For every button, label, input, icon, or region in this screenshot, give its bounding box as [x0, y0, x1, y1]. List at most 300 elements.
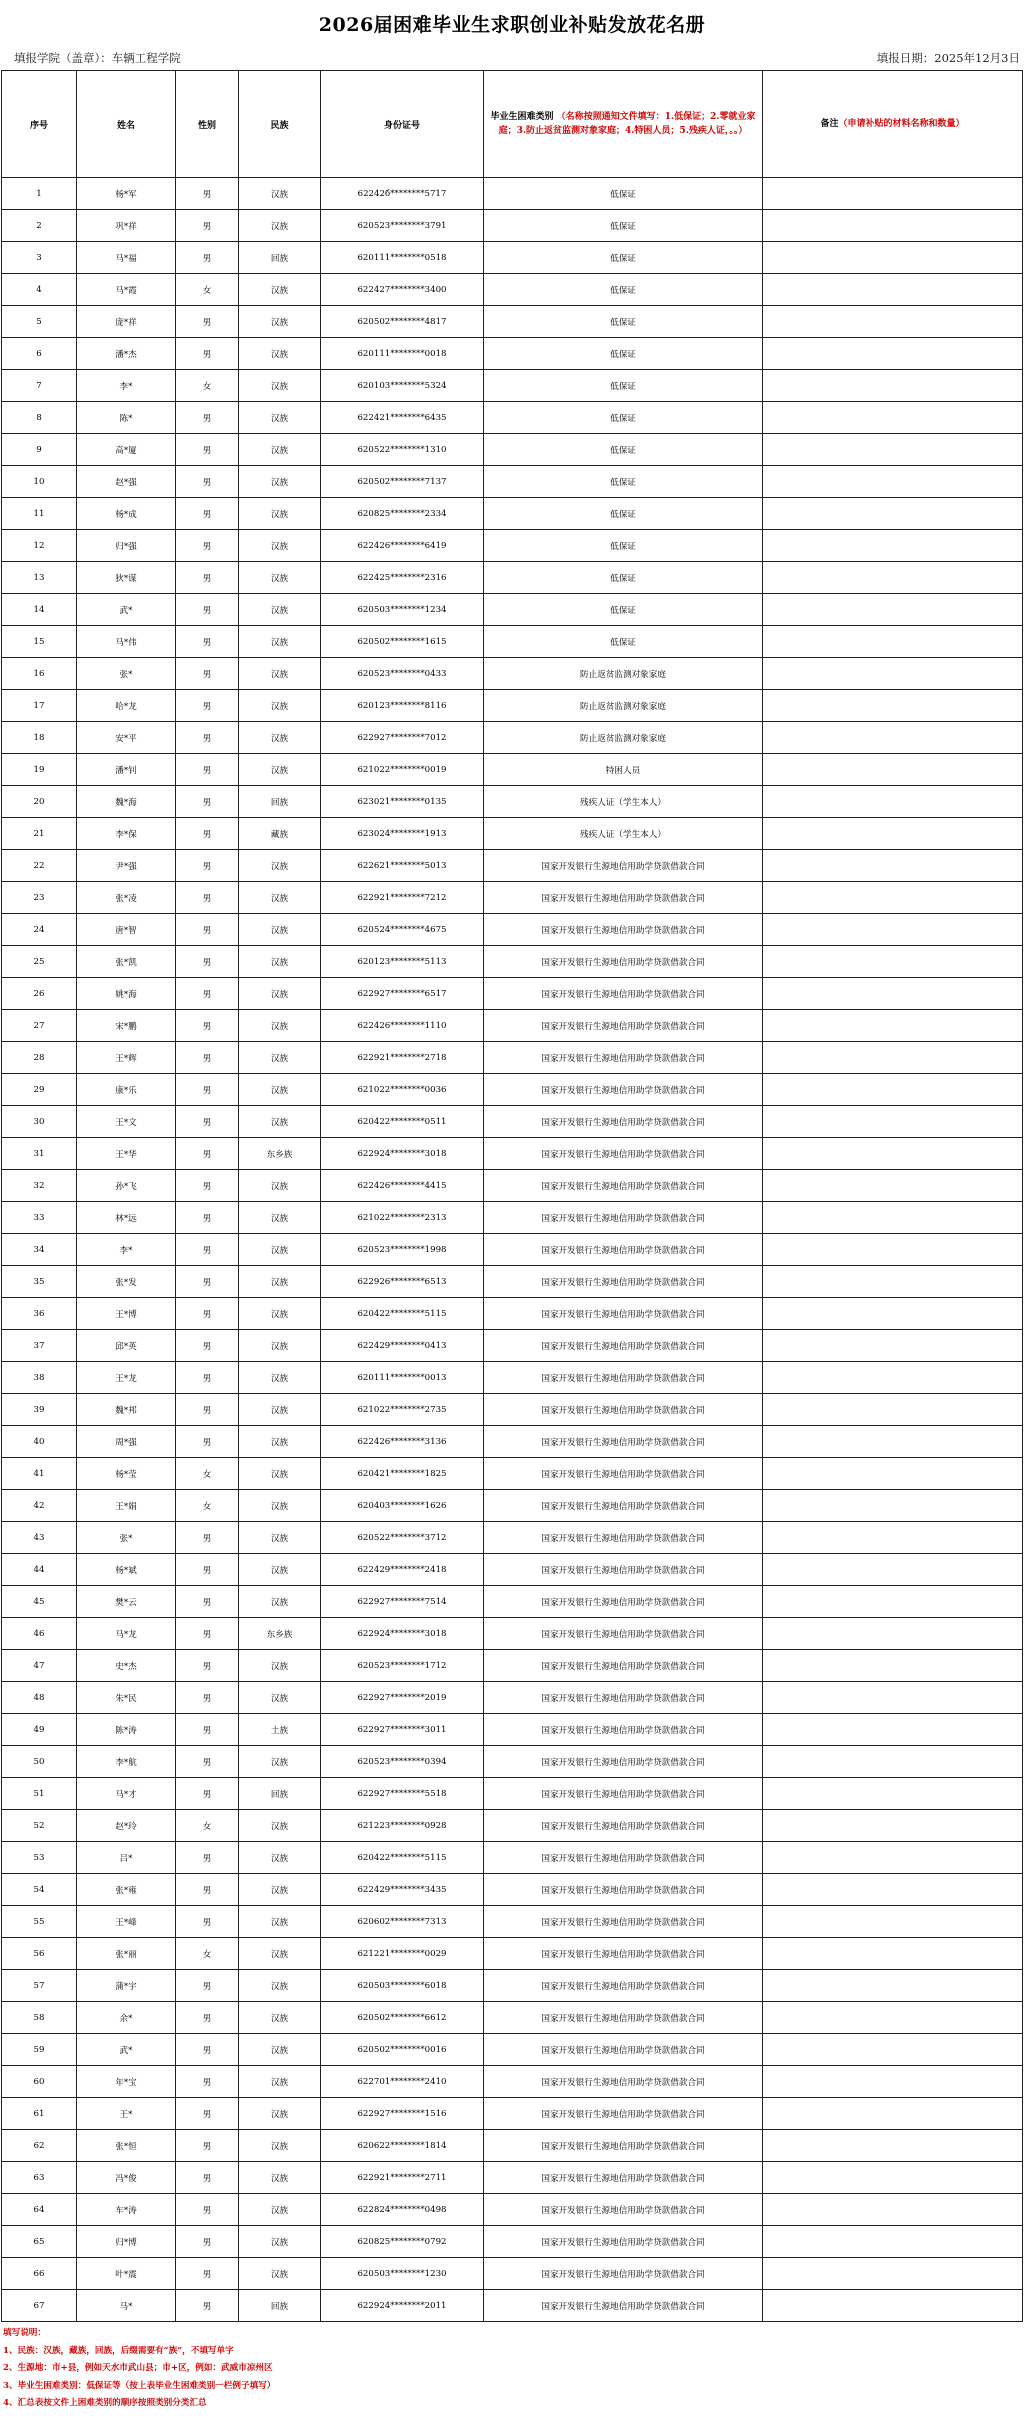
cell-id-number: 620103********5324 — [321, 370, 484, 402]
cell-seq: 50 — [2, 1746, 77, 1778]
cell-ethnicity: 汉族 — [239, 626, 321, 658]
cell-name: 年*宝 — [77, 2066, 176, 2098]
cell-ethnicity: 汉族 — [239, 1170, 321, 1202]
cell-id-number: 620123********5113 — [321, 946, 484, 978]
cell-name: 马*福 — [77, 242, 176, 274]
cell-gender: 男 — [176, 1618, 239, 1650]
cell-seq: 43 — [2, 1522, 77, 1554]
cell-seq: 60 — [2, 2066, 77, 2098]
cell-ethnicity: 汉族 — [239, 1810, 321, 1842]
cell-seq: 64 — [2, 2194, 77, 2226]
cell-id-number: 622927********1516 — [321, 2098, 484, 2130]
cell-difficulty-category: 低保证 — [484, 594, 763, 626]
cell-name: 杨*成 — [77, 498, 176, 530]
cell-id-number: 622927********7012 — [321, 722, 484, 754]
cell-seq: 10 — [2, 466, 77, 498]
cell-difficulty-category: 低保证 — [484, 210, 763, 242]
cell-remark — [763, 466, 1023, 498]
cell-difficulty-category: 特困人员 — [484, 754, 763, 786]
cell-name: 马*龙 — [77, 1618, 176, 1650]
col-name: 姓名 — [77, 71, 176, 178]
cell-id-number: 620825********2334 — [321, 498, 484, 530]
cell-seq: 61 — [2, 2098, 77, 2130]
table-row — [2, 1618, 1023, 1650]
cell-id-number: 620422********0511 — [321, 1106, 484, 1138]
cell-name: 马*才 — [77, 1778, 176, 1810]
cell-remark — [763, 1650, 1023, 1682]
cell-gender: 男 — [176, 242, 239, 274]
cell-id-number: 622426********1110 — [321, 1010, 484, 1042]
cell-difficulty-category: 国家开发银行生源地信用助学贷款借款合同 — [484, 1426, 763, 1458]
cell-id-number: 622824********0498 — [321, 2194, 484, 2226]
table-row — [2, 1298, 1023, 1330]
cell-difficulty-category: 国家开发银行生源地信用助学贷款借款合同 — [484, 2162, 763, 2194]
cell-remark — [763, 498, 1023, 530]
cell-gender: 男 — [176, 690, 239, 722]
cell-name: 王*华 — [77, 1138, 176, 1170]
cell-difficulty-category: 国家开发银行生源地信用助学贷款借款合同 — [484, 1138, 763, 1170]
cell-remark — [763, 1490, 1023, 1522]
table-row — [2, 946, 1023, 978]
cell-ethnicity: 回族 — [239, 1778, 321, 1810]
cell-ethnicity: 回族 — [239, 242, 321, 274]
cell-ethnicity: 汉族 — [239, 210, 321, 242]
cell-seq: 18 — [2, 722, 77, 754]
cell-seq: 16 — [2, 658, 77, 690]
cell-remark — [763, 2258, 1023, 2290]
cell-ethnicity: 汉族 — [239, 946, 321, 978]
cell-name: 宋*鹏 — [77, 1010, 176, 1042]
cell-ethnicity: 汉族 — [239, 402, 321, 434]
cell-id-number: 621022********2735 — [321, 1394, 484, 1426]
cell-remark — [763, 1426, 1023, 1458]
cell-gender: 男 — [176, 562, 239, 594]
cell-name: 魏*海 — [77, 786, 176, 818]
table-row — [2, 1074, 1023, 1106]
cell-ethnicity: 汉族 — [239, 338, 321, 370]
cell-id-number: 620523********0394 — [321, 1746, 484, 1778]
cell-name: 张* — [77, 1522, 176, 1554]
cell-difficulty-category: 国家开发银行生源地信用助学贷款借款合同 — [484, 978, 763, 1010]
cell-name: 张*凯 — [77, 946, 176, 978]
cell-seq: 48 — [2, 1682, 77, 1714]
cell-gender: 男 — [176, 2194, 239, 2226]
cell-name: 马* — [77, 2290, 176, 2322]
cell-seq: 57 — [2, 1970, 77, 2002]
cell-difficulty-category: 国家开发银行生源地信用助学贷款借款合同 — [484, 1970, 763, 2002]
cell-gender: 男 — [176, 1650, 239, 1682]
table-row — [2, 2066, 1023, 2098]
cell-id-number: 621022********0019 — [321, 754, 484, 786]
table-row — [2, 1970, 1023, 2002]
cell-id-number: 622926********6513 — [321, 1266, 484, 1298]
cell-name: 杨*莹 — [77, 1458, 176, 1490]
cell-remark — [763, 2194, 1023, 2226]
cell-gender: 男 — [176, 2034, 239, 2066]
cell-name: 王*辉 — [77, 1042, 176, 1074]
note-item: 1、民族：汉族，藏族，回族，后缀需要有“族”，不填写单字 — [3, 2345, 234, 2356]
cell-ethnicity: 汉族 — [239, 1586, 321, 1618]
cell-gender: 男 — [176, 1778, 239, 1810]
cell-gender: 男 — [176, 818, 239, 850]
cell-difficulty-category: 国家开发银行生源地信用助学贷款借款合同 — [484, 2066, 763, 2098]
table-row — [2, 1330, 1023, 1362]
cell-ethnicity: 汉族 — [239, 1522, 321, 1554]
cell-id-number: 622426********6419 — [321, 530, 484, 562]
table-row — [2, 658, 1023, 690]
cell-ethnicity: 汉族 — [239, 1106, 321, 1138]
cell-ethnicity: 汉族 — [239, 2130, 321, 2162]
cell-id-number: 620111********0518 — [321, 242, 484, 274]
cell-difficulty-category: 国家开发银行生源地信用助学贷款借款合同 — [484, 1490, 763, 1522]
cell-remark — [763, 2034, 1023, 2066]
cell-difficulty-category: 国家开发银行生源地信用助学贷款借款合同 — [484, 2258, 763, 2290]
table-row — [2, 914, 1023, 946]
cell-difficulty-category: 国家开发银行生源地信用助学贷款借款合同 — [484, 1554, 763, 1586]
cell-remark — [763, 818, 1023, 850]
cell-seq: 14 — [2, 594, 77, 626]
cell-difficulty-category: 国家开发银行生源地信用助学贷款借款合同 — [484, 2034, 763, 2066]
cell-seq: 2 — [2, 210, 77, 242]
cell-remark — [763, 722, 1023, 754]
cell-seq: 52 — [2, 1810, 77, 1842]
table-row — [2, 2290, 1023, 2322]
cell-name: 王*博 — [77, 1298, 176, 1330]
cell-seq: 47 — [2, 1650, 77, 1682]
cell-gender: 男 — [176, 1842, 239, 1874]
cell-ethnicity: 藏族 — [239, 818, 321, 850]
cell-remark — [763, 1842, 1023, 1874]
cell-ethnicity: 汉族 — [239, 1970, 321, 2002]
cell-name: 陈*涛 — [77, 1714, 176, 1746]
cell-gender: 男 — [176, 1234, 239, 1266]
cell-id-number: 620825********0792 — [321, 2226, 484, 2258]
col-seq: 序号 — [2, 71, 77, 178]
cell-id-number: 622429********2418 — [321, 1554, 484, 1586]
cell-seq: 62 — [2, 2130, 77, 2162]
cell-gender: 男 — [176, 914, 239, 946]
cell-remark — [763, 1554, 1023, 1586]
cell-difficulty-category: 国家开发银行生源地信用助学贷款借款合同 — [484, 1202, 763, 1234]
cell-remark — [763, 1682, 1023, 1714]
cell-name: 安*平 — [77, 722, 176, 754]
cell-remark — [763, 626, 1023, 658]
cell-gender: 男 — [176, 2066, 239, 2098]
cell-remark — [763, 1234, 1023, 1266]
cell-gender: 男 — [176, 178, 239, 210]
cell-difficulty-category: 国家开发银行生源地信用助学贷款借款合同 — [484, 2130, 763, 2162]
col-ethnicity: 民族 — [239, 71, 321, 178]
cell-id-number: 622425********2316 — [321, 562, 484, 594]
filling-instructions — [3, 2325, 275, 2413]
cell-name: 张*恒 — [77, 2130, 176, 2162]
cell-ethnicity: 汉族 — [239, 1842, 321, 1874]
cell-remark — [763, 562, 1023, 594]
cell-name: 王*娟 — [77, 1490, 176, 1522]
cell-seq: 54 — [2, 1874, 77, 1906]
table-row — [2, 1586, 1023, 1618]
cell-seq: 21 — [2, 818, 77, 850]
cell-seq: 65 — [2, 2226, 77, 2258]
cell-id-number: 622429********3435 — [321, 1874, 484, 1906]
cell-remark — [763, 402, 1023, 434]
cell-ethnicity: 汉族 — [239, 1938, 321, 1970]
cell-id-number: 622927********2019 — [321, 1682, 484, 1714]
table-row — [2, 2162, 1023, 2194]
cell-difficulty-category: 防止返贫监测对象家庭 — [484, 658, 763, 690]
cell-difficulty-category: 国家开发银行生源地信用助学贷款借款合同 — [484, 1650, 763, 1682]
cell-difficulty-category: 国家开发银行生源地信用助学贷款借款合同 — [484, 1938, 763, 1970]
col-remark — [763, 71, 1023, 178]
col-remark-hint: （申请补贴的材料名称和数量） — [838, 119, 965, 129]
cell-id-number: 620403********1626 — [321, 1490, 484, 1522]
roster-table — [1, 70, 1023, 2322]
cell-remark — [763, 306, 1023, 338]
cell-gender: 男 — [176, 658, 239, 690]
cell-remark — [763, 1874, 1023, 1906]
cell-remark — [763, 1330, 1023, 1362]
cell-seq: 55 — [2, 1906, 77, 1938]
cell-ethnicity: 土族 — [239, 1714, 321, 1746]
cell-id-number: 622924********3018 — [321, 1618, 484, 1650]
table-row — [2, 274, 1023, 306]
cell-difficulty-category: 低保证 — [484, 178, 763, 210]
table-row — [2, 466, 1023, 498]
cell-difficulty-category: 国家开发银行生源地信用助学贷款借款合同 — [484, 1746, 763, 1778]
cell-difficulty-category: 低保证 — [484, 306, 763, 338]
cell-difficulty-category: 国家开发银行生源地信用助学贷款借款合同 — [484, 1170, 763, 1202]
cell-difficulty-category: 国家开发银行生源地信用助学贷款借款合同 — [484, 2194, 763, 2226]
cell-difficulty-category: 国家开发银行生源地信用助学贷款借款合同 — [484, 1906, 763, 1938]
col-gender: 性别 — [176, 71, 239, 178]
cell-name: 李* — [77, 1234, 176, 1266]
cell-id-number: 620502********7137 — [321, 466, 484, 498]
cell-gender: 男 — [176, 1906, 239, 1938]
cell-gender: 男 — [176, 2258, 239, 2290]
cell-gender: 女 — [176, 1810, 239, 1842]
cell-name: 张*丽 — [77, 1938, 176, 1970]
table-row — [2, 1458, 1023, 1490]
col-category-hint: （名称按照通知文件填写：1.低保证；2.零就业家庭；3.防止返贫监测对象家庭；4.特困人员；5.残疾人证，。。） — [498, 112, 756, 136]
notes-heading: 填写说明： — [3, 2328, 46, 2338]
cell-name: 赵*玲 — [77, 1810, 176, 1842]
cell-id-number: 620503********1234 — [321, 594, 484, 626]
cell-seq: 12 — [2, 530, 77, 562]
cell-seq: 20 — [2, 786, 77, 818]
cell-ethnicity: 回族 — [239, 2290, 321, 2322]
cell-ethnicity: 汉族 — [239, 1074, 321, 1106]
cell-id-number: 620622********1814 — [321, 2130, 484, 2162]
table-row — [2, 434, 1023, 466]
cell-id-number: 620502********1615 — [321, 626, 484, 658]
table-row — [2, 1522, 1023, 1554]
cell-remark — [763, 1042, 1023, 1074]
cell-remark — [763, 1106, 1023, 1138]
cell-id-number: 62242б********5717 — [321, 178, 484, 210]
cell-seq: 26 — [2, 978, 77, 1010]
cell-remark — [763, 370, 1023, 402]
cell-ethnicity: 汉族 — [239, 1362, 321, 1394]
cell-name: 武* — [77, 2034, 176, 2066]
cell-remark — [763, 2162, 1023, 2194]
cell-ethnicity: 汉族 — [239, 2226, 321, 2258]
cell-ethnicity: 汉族 — [239, 1650, 321, 1682]
cell-difficulty-category: 国家开发银行生源地信用助学贷款借款合同 — [484, 1266, 763, 1298]
cell-remark — [763, 754, 1023, 786]
cell-remark — [763, 1810, 1023, 1842]
cell-ethnicity: 汉族 — [239, 370, 321, 402]
cell-remark — [763, 530, 1023, 562]
cell-difficulty-category: 国家开发银行生源地信用助学贷款借款合同 — [484, 1106, 763, 1138]
cell-id-number: 622921********2718 — [321, 1042, 484, 1074]
table-row — [2, 978, 1023, 1010]
cell-name: 车*涛 — [77, 2194, 176, 2226]
cell-name: 归*强 — [77, 530, 176, 562]
cell-remark — [763, 2130, 1023, 2162]
cell-seq: 39 — [2, 1394, 77, 1426]
cell-gender: 男 — [176, 1426, 239, 1458]
cell-seq: 38 — [2, 1362, 77, 1394]
cell-name: 张* — [77, 658, 176, 690]
cell-name: 王* — [77, 2098, 176, 2130]
cell-name: 姚*海 — [77, 978, 176, 1010]
cell-remark — [763, 1906, 1023, 1938]
cell-difficulty-category: 国家开发银行生源地信用助学贷款借款合同 — [484, 1874, 763, 1906]
cell-gender: 男 — [176, 2130, 239, 2162]
table-row — [2, 818, 1023, 850]
cell-gender: 男 — [176, 1874, 239, 1906]
cell-name: 邱*英 — [77, 1330, 176, 1362]
cell-remark — [763, 914, 1023, 946]
cell-difficulty-category: 国家开发银行生源地信用助学贷款借款合同 — [484, 1810, 763, 1842]
cell-difficulty-category: 低保证 — [484, 498, 763, 530]
cell-seq: 25 — [2, 946, 77, 978]
cell-seq: 28 — [2, 1042, 77, 1074]
cell-remark — [763, 1586, 1023, 1618]
cell-ethnicity: 汉族 — [239, 2194, 321, 2226]
cell-seq: 36 — [2, 1298, 77, 1330]
cell-seq: 49 — [2, 1714, 77, 1746]
cell-seq: 66 — [2, 2258, 77, 2290]
report-date: 填报日期：2025年12月3日 — [876, 51, 1020, 65]
cell-name: 王*峰 — [77, 1906, 176, 1938]
table-row — [2, 1906, 1023, 1938]
cell-remark — [763, 2066, 1023, 2098]
cell-ethnicity: 东乡族 — [239, 1618, 321, 1650]
cell-remark — [763, 1074, 1023, 1106]
cell-name: 魏*邦 — [77, 1394, 176, 1426]
cell-id-number: 622927********5518 — [321, 1778, 484, 1810]
cell-id-number: 622927********6517 — [321, 978, 484, 1010]
cell-remark — [763, 210, 1023, 242]
cell-name: 叶*震 — [77, 2258, 176, 2290]
cell-gender: 男 — [176, 306, 239, 338]
cell-name: 史*杰 — [77, 1650, 176, 1682]
cell-seq: 3 — [2, 242, 77, 274]
cell-gender: 男 — [176, 722, 239, 754]
cell-seq: 22 — [2, 850, 77, 882]
table-row — [2, 1202, 1023, 1234]
cell-ethnicity: 汉族 — [239, 434, 321, 466]
cell-id-number: 620522********3712 — [321, 1522, 484, 1554]
cell-id-number: 620502********4817 — [321, 306, 484, 338]
table-row — [2, 1010, 1023, 1042]
cell-gender: 女 — [176, 274, 239, 306]
cell-name: 蒲*宇 — [77, 1970, 176, 2002]
cell-ethnicity: 汉族 — [239, 2002, 321, 2034]
cell-seq: 11 — [2, 498, 77, 530]
cell-id-number: 620602********7313 — [321, 1906, 484, 1938]
cell-id-number: 621022********2313 — [321, 1202, 484, 1234]
table-row — [2, 498, 1023, 530]
cell-remark — [763, 1970, 1023, 2002]
table-row — [2, 370, 1023, 402]
table-row — [2, 1138, 1023, 1170]
table-header-row — [2, 71, 1023, 178]
table-row — [2, 690, 1023, 722]
cell-name: 武* — [77, 594, 176, 626]
cell-name: 马*霞 — [77, 274, 176, 306]
cell-difficulty-category: 国家开发银行生源地信用助学贷款借款合同 — [484, 2002, 763, 2034]
cell-remark — [763, 1138, 1023, 1170]
cell-seq: 35 — [2, 1266, 77, 1298]
table-row — [2, 1938, 1023, 1970]
cell-name: 李*航 — [77, 1746, 176, 1778]
cell-remark — [763, 786, 1023, 818]
cell-id-number: 623024********1913 — [321, 818, 484, 850]
table-row — [2, 562, 1023, 594]
cell-seq: 9 — [2, 434, 77, 466]
cell-name: 王*文 — [77, 1106, 176, 1138]
cell-gender: 男 — [176, 1362, 239, 1394]
cell-seq: 7 — [2, 370, 77, 402]
cell-seq: 58 — [2, 2002, 77, 2034]
table-row — [2, 1746, 1023, 1778]
cell-gender: 男 — [176, 1970, 239, 2002]
table-row — [2, 242, 1023, 274]
cell-id-number: 621022********0036 — [321, 1074, 484, 1106]
cell-gender: 男 — [176, 1202, 239, 1234]
table-row — [2, 1426, 1023, 1458]
cell-difficulty-category: 低保证 — [484, 242, 763, 274]
cell-remark — [763, 1394, 1023, 1426]
cell-ethnicity: 汉族 — [239, 722, 321, 754]
cell-difficulty-category: 国家开发银行生源地信用助学贷款借款合同 — [484, 882, 763, 914]
cell-name: 王*龙 — [77, 1362, 176, 1394]
cell-gender: 男 — [176, 1298, 239, 1330]
cell-seq: 15 — [2, 626, 77, 658]
table-row — [2, 1714, 1023, 1746]
cell-seq: 40 — [2, 1426, 77, 1458]
cell-remark — [763, 1714, 1023, 1746]
cell-gender: 男 — [176, 1746, 239, 1778]
cell-name: 归*博 — [77, 2226, 176, 2258]
cell-ethnicity: 汉族 — [239, 1682, 321, 1714]
note-item: 2、生源地：市+县，例如天水市武山县；市+区，例如：武威市凉州区 — [3, 2363, 273, 2373]
cell-id-number: 623021********0135 — [321, 786, 484, 818]
cell-ethnicity: 汉族 — [239, 466, 321, 498]
cell-seq: 67 — [2, 2290, 77, 2322]
col-remark-label: 备注 — [820, 119, 839, 129]
cell-name: 张*凌 — [77, 882, 176, 914]
cell-remark — [763, 2098, 1023, 2130]
cell-name: 李*保 — [77, 818, 176, 850]
cell-seq: 24 — [2, 914, 77, 946]
cell-remark — [763, 242, 1023, 274]
cell-gender: 男 — [176, 1074, 239, 1106]
cell-gender: 男 — [176, 978, 239, 1010]
cell-difficulty-category: 国家开发银行生源地信用助学贷款借款合同 — [484, 1458, 763, 1490]
